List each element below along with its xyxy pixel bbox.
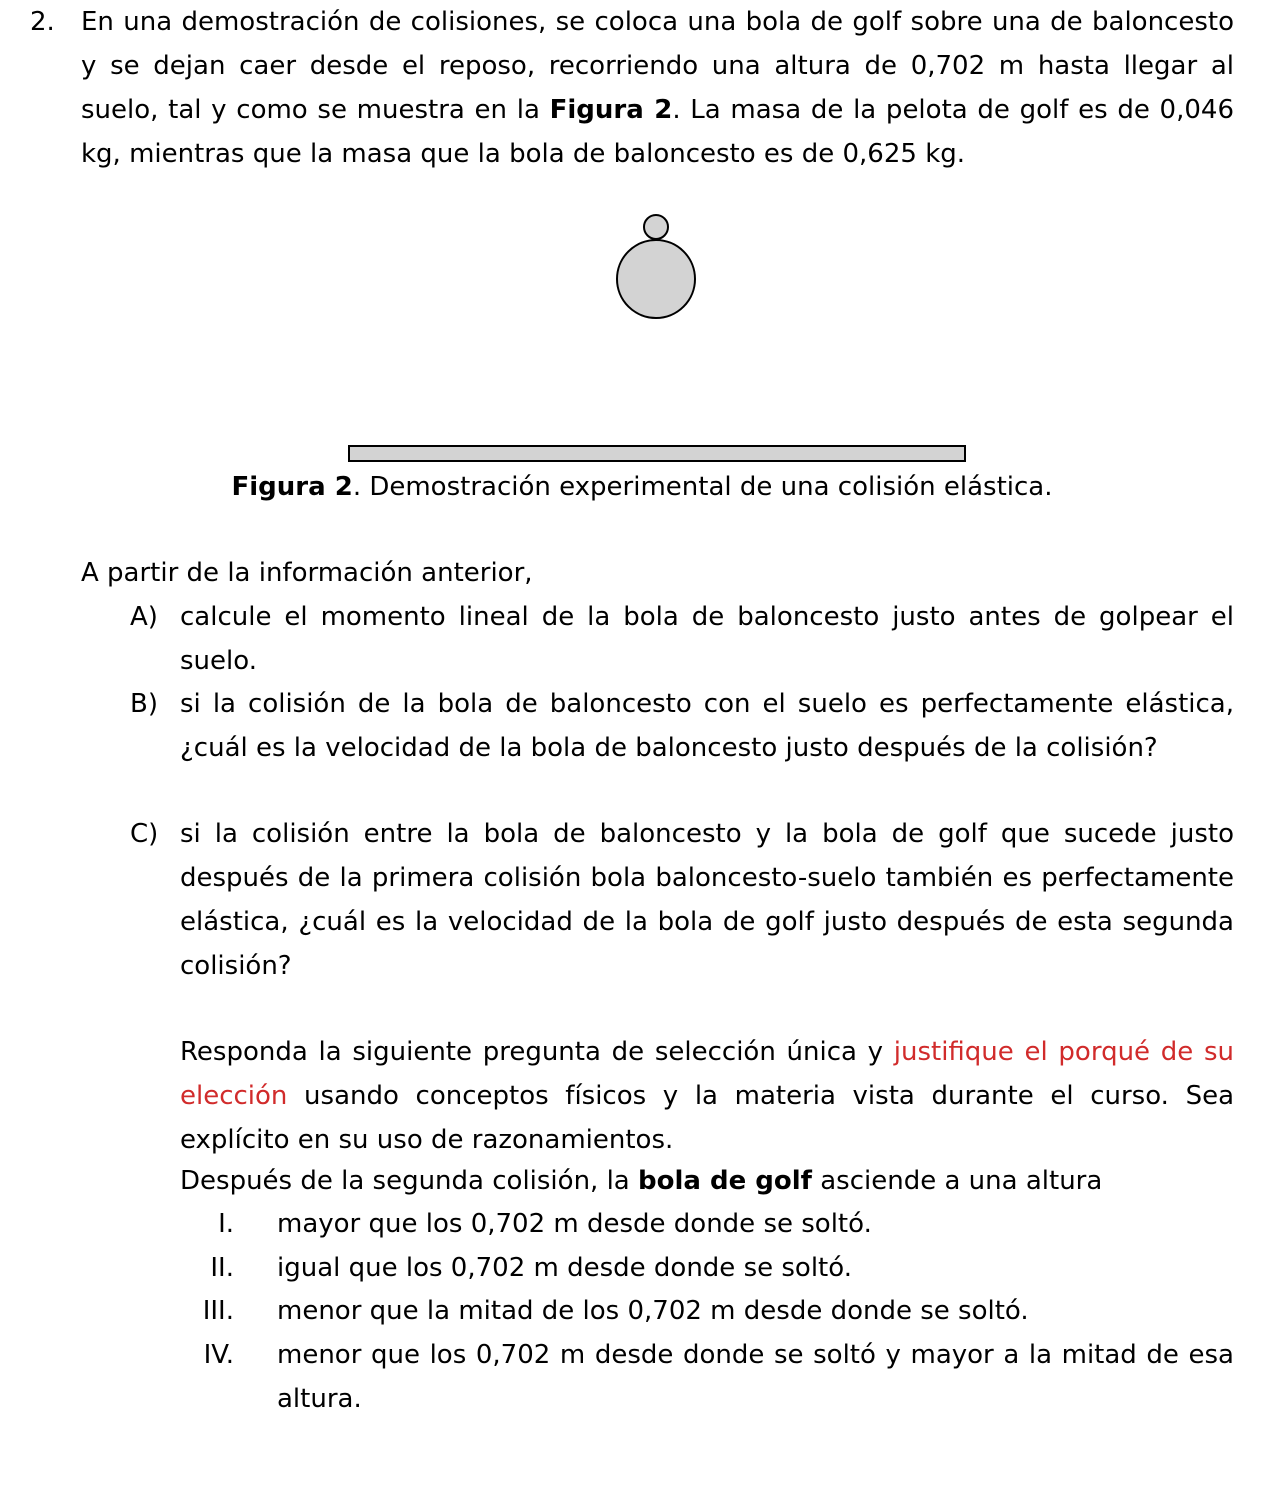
item-b-text: si la colisión de la bola de baloncesto con el suelo es perfectamente elástica, ¿cuál es la velocidad de la bola de baloncesto justo después de la colisión?: [180, 689, 1234, 763]
stem-part1: Después de la segunda colisión, la: [180, 1166, 638, 1196]
collision-diagram: [0, 205, 1284, 465]
question-stem: [180, 1159, 1234, 1203]
option-ii-text: igual que los 0,702 m desde donde se soltó.: [277, 1253, 852, 1283]
item-b-label: B): [130, 689, 158, 719]
stem-bold: bola de golf: [638, 1166, 812, 1196]
option-i-label: I.: [218, 1209, 234, 1239]
lead-sentence: A partir de la información anterior,: [81, 558, 533, 588]
option-ii-label: II.: [210, 1253, 234, 1283]
figure-2: [0, 205, 1284, 465]
golf-ball: [644, 215, 668, 239]
question-intro: [81, 0, 1234, 176]
intro-figure-reference: Figura 2: [549, 95, 673, 125]
caption-text: . Demostración experimental de una colisión elástica.: [352, 472, 1053, 502]
figure-caption: [0, 465, 1284, 509]
option-iii-text: menor que la mitad de los 0,702 m desde donde se soltó.: [277, 1296, 1029, 1326]
item-c-text: si la colisión entre la bola de baloncesto y la bola de golf que sucede justo después de la primera colisión bola baloncesto-suelo también es perfectamente elástica, ¿cuál es la velocidad de la bola de golf justo después de esta segunda colisión?: [180, 819, 1234, 981]
instruction: [180, 1030, 1234, 1162]
instruction-part1: Responda la siguiente pregunta de selección única y: [180, 1037, 894, 1067]
option-iii-label: III.: [202, 1296, 234, 1326]
item-c-label: C): [130, 819, 159, 849]
stem-part2: asciende a una altura: [811, 1166, 1103, 1196]
caption-label: Figura 2: [231, 472, 353, 502]
intro-text-part1: En una demostración de colisiones, se coloca una bola de golf sobre una de baloncesto y se dejan caer desde el reposo, recorriendo una altura de 0,702 m hasta llegar al suelo, tal y como se muestra en la: [81, 7, 1234, 125]
question-number: 2.: [30, 7, 55, 37]
option-i-text: mayor que los 0,702 m desde donde se soltó.: [277, 1209, 872, 1239]
option-iv-text: menor que los 0,702 m desde donde se soltó y mayor a la mitad de esa altura.: [277, 1340, 1234, 1414]
option-iv-label: IV.: [203, 1340, 234, 1370]
intro-text-part2: . La masa de la pelota de golf es de 0,046 kg, mientras que la masa que la bola de baloncesto es de 0,625 kg.: [81, 95, 1234, 169]
item-a-label: A): [130, 602, 158, 632]
item-a-text: calcule el momento lineal de la bola de baloncesto justo antes de golpear el suelo.: [180, 602, 1234, 676]
basketball: [617, 240, 695, 318]
instruction-part2: usando conceptos físicos y la materia vista durante el curso. Sea explícito en su uso de razonamientos.: [180, 1081, 1234, 1155]
instruction-highlight: justifique el porqué de su elección: [180, 1037, 1234, 1111]
floor: [349, 446, 965, 461]
